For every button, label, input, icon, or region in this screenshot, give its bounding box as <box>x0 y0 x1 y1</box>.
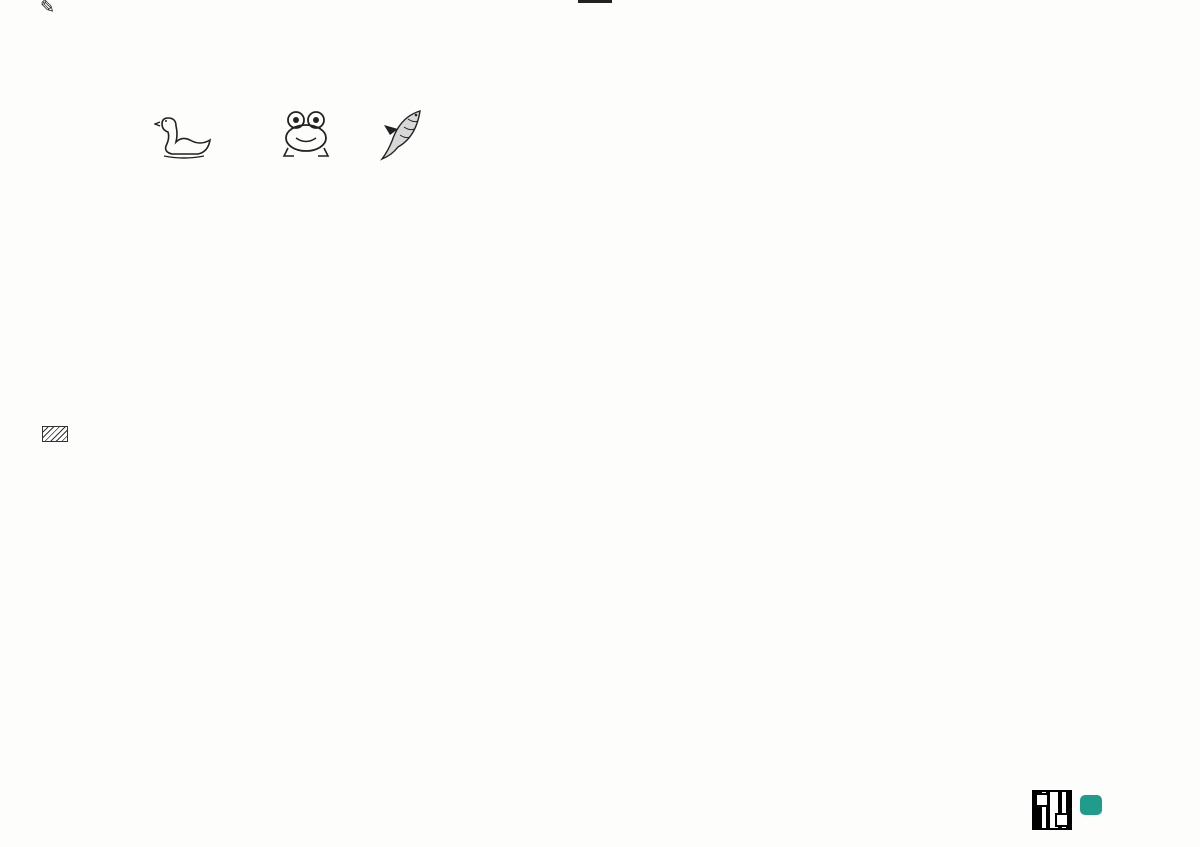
paper-title <box>128 40 548 62</box>
qr-code-icon <box>1032 790 1072 830</box>
binding-hatch-mark <box>42 426 68 442</box>
corner-scribble: ✎ <box>40 0 56 18</box>
top-crop-mark <box>578 0 612 3</box>
q18-pictures <box>128 107 548 167</box>
authors-line <box>128 62 548 77</box>
page-2 <box>676 0 1076 46</box>
page-1 <box>128 0 548 167</box>
fish-picture <box>378 107 438 168</box>
camscanner-logo-icon <box>1080 795 1102 815</box>
frog-picture <box>280 110 352 165</box>
swan-picture <box>154 110 254 165</box>
